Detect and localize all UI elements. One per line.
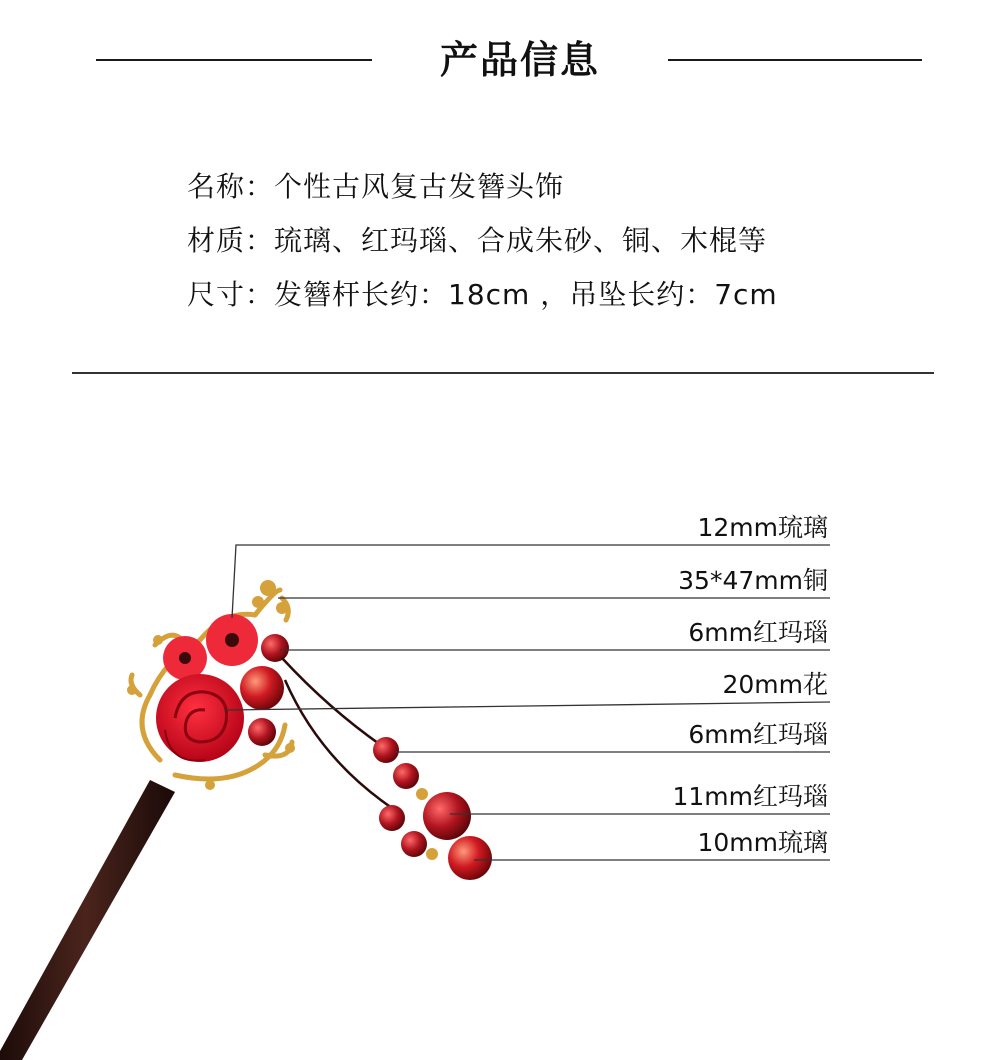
callout-flower-20mm: 20mm花: [722, 670, 828, 699]
tassel-cords: [282, 658, 395, 810]
title-rule-left: [96, 59, 372, 61]
info-name: 名称：个性古风复古发簪头饰: [187, 170, 565, 203]
callout-glass-10mm: 10mm琉璃: [697, 828, 828, 857]
callout-agate-11mm: 11mm红玛瑙: [672, 782, 828, 811]
callout-glass-12mm: 12mm琉璃: [697, 513, 828, 542]
small-flowers: [163, 614, 258, 680]
glass-bead-12mm: [240, 666, 284, 710]
callout-copper-frame: 35*47mm铜: [678, 566, 828, 595]
product-illustration: [0, 480, 1000, 1060]
hairpin-stick: [0, 780, 175, 1060]
callout-agate-6mm-bottom: 6mm红玛瑙: [688, 720, 828, 749]
title-rule-right: [668, 59, 922, 61]
section-divider: [72, 372, 934, 374]
hairpin-image: [0, 480, 1000, 1060]
info-material: 材质：琉璃、红玛瑙、合成朱砂、铜、木棍等: [187, 224, 768, 257]
agate-bead-top: [261, 634, 289, 662]
callout-agate-6mm-top: 6mm红玛瑙: [688, 618, 828, 647]
rose-flower: [156, 674, 244, 762]
pendant-beads: [373, 737, 492, 880]
product-info: [187, 160, 778, 322]
agate-bead-lower: [248, 718, 276, 746]
section-header: [0, 0, 1000, 120]
section-title: 产品信息: [439, 38, 600, 82]
info-size: 尺寸：发簪杆长约：18cm ，吊坠长约：7cm: [187, 278, 778, 311]
